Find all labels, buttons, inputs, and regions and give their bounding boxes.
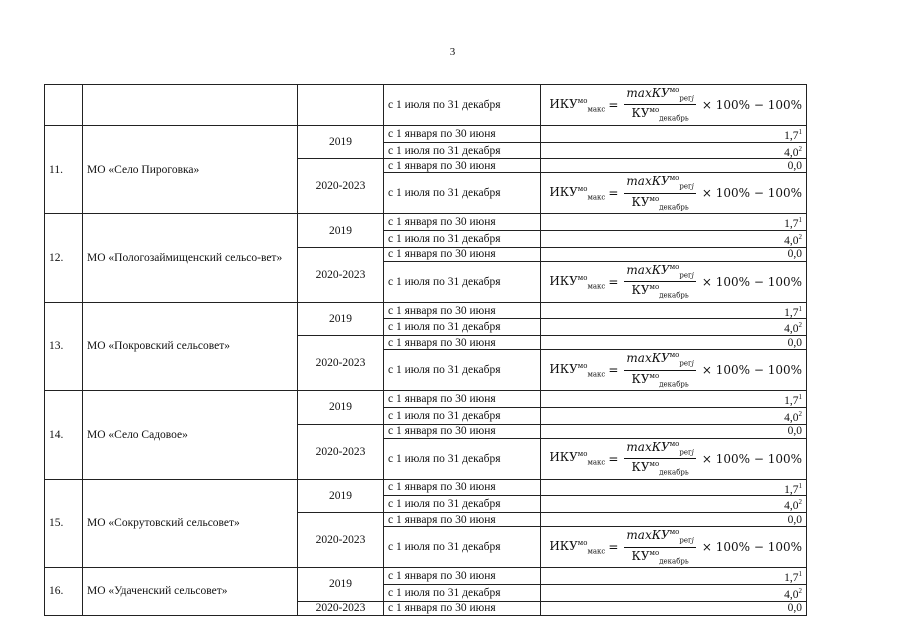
value: 4,0 <box>784 323 799 336</box>
table-row <box>45 125 807 142</box>
formula-fraction: $\frac{\max КУ^{мо}_{регj}}{КУ^{мо}_{декабрь}}$ <box>626 86 694 123</box>
table-row <box>45 391 807 408</box>
value: 0,0 <box>787 248 802 261</box>
formula: $ИКУ^{мо}_{макс}$ = $\frac{\max КУ^{мо}_{регj}}{КУ^{мо}_{декабрь}}$ × 100% − 100% <box>549 351 802 389</box>
value-cell <box>541 496 807 513</box>
municipality-name: МО «Село Садовое» <box>83 391 298 479</box>
period-cell: с 1 января по 30 июня <box>384 336 541 350</box>
year-cell: 2020-2023 <box>298 247 384 302</box>
value-cell <box>541 584 807 601</box>
formula-cell <box>541 527 807 568</box>
formula-lhs: $ИКУ^{мо}_{макс}$ <box>549 96 606 114</box>
value: 4,0 <box>784 234 799 247</box>
formula-lhs: $ИКУ^{мо}_{макс}$ <box>549 538 606 556</box>
formula: $ИКУ^{мо}_{макс}$ = $\frac{\max КУ^{мо}_{регj}}{КУ^{мо}_{декабрь}}$ × 100% − 100% <box>549 528 802 565</box>
value: 4,0 <box>784 146 799 159</box>
value: 0,0 <box>787 513 802 526</box>
municipality-name: МО «Сокрутовский сельсовет» <box>83 479 298 567</box>
value-cell <box>541 391 807 408</box>
row-number: 12. <box>45 214 83 302</box>
municipality-name: МО «Пологозаймищенский сельсо-вет» <box>83 214 298 302</box>
value: 1,7 <box>784 483 799 496</box>
value-cell <box>541 513 807 527</box>
row-number: 15. <box>45 479 83 567</box>
year-cell: 2019 <box>298 567 384 601</box>
year-cell: 2019 <box>298 214 384 248</box>
footnote-mark: 1 <box>798 569 802 578</box>
row-number: 14. <box>45 391 83 479</box>
period-cell: с 1 января по 30 июня <box>384 601 541 615</box>
year-cell: 2020-2023 <box>298 336 384 391</box>
formula-lhs: $ИКУ^{мо}_{макс}$ <box>549 362 606 379</box>
formula-fraction: $\frac{\max КУ^{мо}_{регj}}{КУ^{мо}_{декабрь}}$ <box>626 262 694 300</box>
table-row <box>45 214 807 231</box>
footnote-mark: 2 <box>798 321 802 330</box>
year-cell: 2019 <box>298 125 384 159</box>
formula-fraction: $\frac{\max КУ^{мо}_{регj}}{КУ^{мо}_{декабрь}}$ <box>626 351 694 389</box>
footnote-mark: 2 <box>798 498 802 507</box>
table-row <box>45 302 807 319</box>
formula: $ИКУ^{мо}_{макс}$ = $\frac{\max КУ^{мо}_{регj}}{КУ^{мо}_{декабрь}}$ × 100% − 100% <box>549 262 802 300</box>
value: 1,7 <box>784 394 799 407</box>
year-cell: 2019 <box>298 479 384 513</box>
year-cell: 2020-2023 <box>298 601 384 615</box>
period-cell: с 1 января по 30 июня <box>384 214 541 231</box>
value: 0,0 <box>787 425 802 438</box>
value: 4,0 <box>784 588 799 601</box>
value-cell <box>541 479 807 496</box>
formula-cell <box>541 438 807 479</box>
period-cell: с 1 января по 30 июня <box>384 302 541 319</box>
period-cell: с 1 июля по 31 декабря <box>384 231 541 248</box>
value-cell <box>541 567 807 584</box>
period-cell: с 1 января по 30 июня <box>384 125 541 142</box>
period-cell: с 1 июля по 31 декабря <box>384 173 541 214</box>
value-cell <box>541 247 807 261</box>
period-cell: с 1 января по 30 июня <box>384 391 541 408</box>
formula-lhs: $ИКУ^{мо}_{макс}$ <box>549 450 606 467</box>
value: 0,0 <box>787 336 802 349</box>
period-cell: с 1 июля по 31 декабря <box>384 527 541 568</box>
period-cell: с 1 июля по 31 декабря <box>384 496 541 513</box>
year-cell: 2020-2023 <box>298 424 384 479</box>
value-cell <box>541 407 807 424</box>
tariff-table <box>44 84 807 616</box>
footnote-mark: 1 <box>798 481 802 490</box>
footnote-mark: 2 <box>798 409 802 418</box>
footnote-mark: 1 <box>798 393 802 402</box>
table-row <box>45 567 807 584</box>
period-cell: с 1 января по 30 июня <box>384 567 541 584</box>
value: 1,7 <box>784 306 799 319</box>
footnote-mark: 2 <box>798 144 802 153</box>
value-cell <box>541 142 807 159</box>
formula: $ИКУ^{мо}_{макс}$ = $\frac{\max КУ^{мо}_{регj}}{КУ^{мо}_{декабрь}}$ × 100% − 100% <box>549 439 802 477</box>
value-cell <box>541 231 807 248</box>
formula-cell <box>541 173 807 214</box>
formula-lhs: $ИКУ^{мо}_{макс}$ <box>549 273 606 290</box>
page-number: 3 <box>449 46 456 58</box>
value-cell <box>541 125 807 142</box>
formula-cell <box>541 261 807 302</box>
period-cell: с 1 января по 30 июня <box>384 247 541 261</box>
formula-lhs: $ИКУ^{мо}_{макс}$ <box>549 185 606 202</box>
municipality-name: МО «Удаченский сельсовет» <box>83 567 298 615</box>
value: 1,7 <box>784 571 799 584</box>
value-cell <box>541 159 807 173</box>
formula-fraction: $\frac{\max КУ^{мо}_{регj}}{КУ^{мо}_{декабрь}}$ <box>626 439 694 477</box>
period-cell: с 1 января по 30 июня <box>384 513 541 527</box>
period-cell: с 1 июля по 31 декабря <box>384 438 541 479</box>
period-cell: с 1 июля по 31 декабря <box>384 319 541 336</box>
footnote-mark: 1 <box>798 216 802 225</box>
value: 4,0 <box>784 411 799 424</box>
period-cell: с 1 июля по 31 декабря <box>384 261 541 302</box>
value-cell <box>541 302 807 319</box>
value: 4,0 <box>784 500 799 513</box>
value: 1,7 <box>784 218 799 231</box>
value: 1,7 <box>784 129 799 142</box>
formula-fraction: $\frac{\max КУ^{мо}_{регj}}{КУ^{мо}_{декабрь}}$ <box>626 174 694 212</box>
period-cell: с 1 января по 30 июня <box>384 424 541 438</box>
year-cell: 2019 <box>298 391 384 425</box>
table-row <box>45 479 807 496</box>
year-cell: 2020-2023 <box>298 513 384 568</box>
year-cell: 2020-2023 <box>298 159 384 214</box>
value: 0,0 <box>787 159 802 172</box>
footnote-mark: 2 <box>798 586 802 595</box>
formula-cell <box>541 85 807 126</box>
period-cell: с 1 июля по 31 декабря <box>384 350 541 391</box>
row-number: 16. <box>45 567 83 615</box>
footnote-mark: 2 <box>798 233 802 242</box>
period-cell: с 1 июля по 31 декабря <box>384 142 541 159</box>
row-number: 11. <box>45 125 83 213</box>
formula-cell <box>541 350 807 391</box>
formula: $ИКУ^{мо}_{макс}$ = $\frac{\max КУ^{мо}_{регj}}{КУ^{мо}_{декабрь}}$ × 100% − 100% <box>549 86 802 123</box>
footnote-mark: 1 <box>798 127 802 136</box>
municipality-name: МО «Покровский сельсовет» <box>83 302 298 390</box>
table-row <box>45 85 807 126</box>
value-cell <box>541 214 807 231</box>
formula: $ИКУ^{мо}_{макс}$ = $\frac{\max КУ^{мо}_{регj}}{КУ^{мо}_{декабрь}}$ × 100% − 100% <box>549 174 802 212</box>
period-cell: с 1 июля по 31 декабря <box>384 85 541 126</box>
municipality-name: МО «Село Пироговка» <box>83 125 298 213</box>
value: 0,0 <box>787 602 802 615</box>
period-cell: с 1 января по 30 июня <box>384 159 541 173</box>
value-cell <box>541 336 807 350</box>
value-cell <box>541 601 807 615</box>
period-cell: с 1 июля по 31 декабря <box>384 407 541 424</box>
value-cell <box>541 319 807 336</box>
year-cell: 2019 <box>298 302 384 336</box>
formula-fraction: $\frac{\max КУ^{мо}_{регj}}{КУ^{мо}_{декабрь}}$ <box>626 528 694 565</box>
value-cell <box>541 424 807 438</box>
row-number: 13. <box>45 302 83 390</box>
period-cell: с 1 января по 30 июня <box>384 479 541 496</box>
footnote-mark: 1 <box>798 304 802 313</box>
period-cell: с 1 июля по 31 декабря <box>384 584 541 601</box>
